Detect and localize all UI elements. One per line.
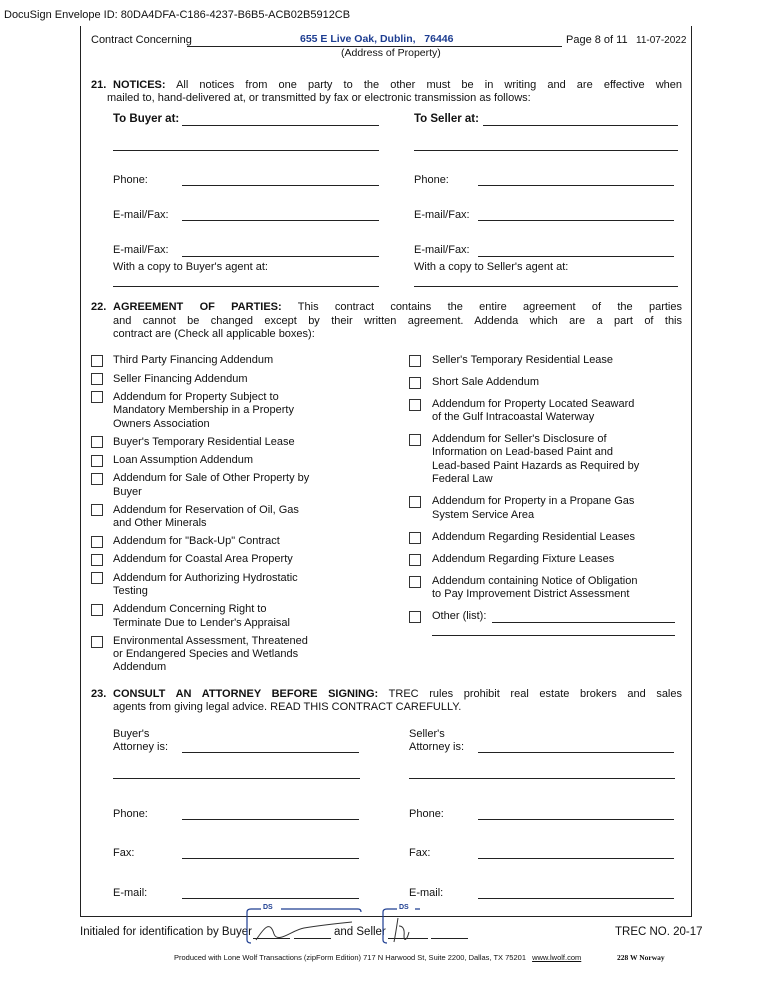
checkbox-seaward-intracoastal[interactable] [409,399,421,411]
addendum-label: or Endangered Species and Wetlands [113,648,299,660]
attorney-number: 23. [91,688,107,700]
buyer-attorney-phone-field[interactable] [182,819,359,820]
addendum-label: Terminate Due to Lender's Appraisal [113,617,290,629]
address-caption: (Address of Property) [341,47,441,59]
buyer-attorney-email-field[interactable] [182,898,359,899]
addendum-label: Addendum Regarding Residential Leases [432,531,636,543]
addendum-label: Addendum for Property Subject to [113,391,279,403]
addendum-label: Short Sale Addendum [432,376,540,388]
seller-attorney-email-label: E-mail: [409,887,444,899]
addendum-label: Owners Association [113,418,210,430]
checkbox-other[interactable] [409,611,421,623]
page-number: Page 8 of 11 [566,34,628,46]
seller-email-fax-label: E-mail/Fax: [414,209,470,221]
attorney-heading: CONSULT AN ATTORNEY BEFORE SIGNING: [113,688,379,700]
agreement-text2: and cannot be changed except by their written agreement. Addenda which are a part of this [113,315,682,327]
checkbox-environmental-assessment[interactable] [91,636,103,648]
addendum-label: Environmental Assessment, Threatened [113,635,308,647]
buyer-attorney-phone-label: Phone: [113,808,148,820]
seller-initials-signature [380,906,425,946]
seller-agent-copy-label: With a copy to Seller's agent at: [414,261,569,273]
other-list-field[interactable] [492,622,675,623]
ds-label: DS [263,904,273,911]
agreement-number: 22. [91,301,107,313]
addendum-label: Addendum for "Back-Up" Contract [113,535,280,547]
addendum-label: Addendum for Reservation of Oil, Gas [113,504,299,516]
seller-initials-stamp[interactable] [380,906,425,946]
buyer-email-fax-label-2: E-mail/Fax: [113,244,169,256]
buyer-attorney-email-label: E-mail: [113,887,148,899]
buyer-initials-stamp[interactable] [244,906,364,946]
buyer-email-fax-field-2[interactable] [182,256,379,257]
seller-attorney-email-field[interactable] [478,898,674,899]
buyer-phone-label: Phone: [113,174,148,186]
addendum-label: Addendum Regarding Fixture Leases [432,553,615,565]
buyer-initials-signature [244,906,364,946]
checkbox-residential-leases[interactable] [409,532,421,544]
addendum-label: Addendum Concerning Right to [113,603,267,615]
to-seller-label: To Seller at: [414,113,479,125]
form-name: 228 W Norway [617,953,665,962]
buyer-phone-field[interactable] [182,185,379,186]
checkbox-third-party-financing[interactable] [91,355,103,367]
seller-phone-label: Phone: [414,174,449,186]
checkbox-loan-assumption[interactable] [91,455,103,467]
checkbox-back-up-contract[interactable] [91,536,103,548]
notices-number: 21. [91,79,107,91]
buyer-agent-copy-field[interactable] [113,286,379,287]
envelope-id: DocuSign Envelope ID: 80DA4DFA-C186-4237-B6B5-ACB02B5912CB [4,9,351,21]
seller-attorney-label: Attorney is: [409,741,465,753]
checkbox-lead-based-paint[interactable] [409,434,421,446]
checkbox-lender-appraisal[interactable] [91,604,103,616]
addendum-label: Addendum for Seller's Disclosure of [432,433,607,445]
checkbox-reservation-oil-gas[interactable] [91,504,103,516]
addendum-label: Federal Law [432,473,493,485]
checkbox-seller-temporary-lease[interactable] [409,355,421,367]
seller-attorney-fax-label: Fax: [409,847,431,859]
seller-email-fax-field[interactable] [478,220,674,221]
produced-line [174,953,581,962]
checkbox-property-owners-association[interactable] [91,391,103,403]
left-border [80,26,81,916]
to-buyer-label: To Buyer at: [113,113,180,125]
initialed-label: Initialed for identification by Buyer [80,926,252,938]
checkbox-propane-gas[interactable] [409,496,421,508]
addendum-label: Lead-based Paint Hazards as Required by [432,460,640,472]
seller-email-fax-field-2[interactable] [478,256,674,257]
buyer-email-fax-field[interactable] [182,220,379,221]
seller-attorney-phone-label: Phone: [409,808,444,820]
addendum-label: and Other Minerals [113,517,207,529]
addendum-label: Addendum for Coastal Area Property [113,553,293,565]
addendum-label: Loan Assumption Addendum [113,454,254,466]
buyer-attorney-label: Attorney is: [113,741,169,753]
ds-label: DS [399,904,409,911]
seller-address-line2[interactable] [414,150,678,151]
attorney-line1 [113,688,682,700]
seller-attorney-field[interactable] [478,752,674,753]
addendum-label: Addendum [113,661,167,673]
addendum-label: Information on Lead-based Paint and [432,446,614,458]
addendum-label: Addendum for Property in a Propane Gas [432,495,635,507]
seller-phone-field[interactable] [478,185,674,186]
seller-initial-line-2[interactable] [431,938,468,939]
buyer-address-line1[interactable] [182,125,379,126]
seller-attorney-field-2[interactable] [409,778,675,779]
agreement-text1: This contract contains the entire agreement of the parties [297,301,682,313]
notices-line1 [113,79,682,91]
and-seller-label: and Seller [334,926,386,938]
attorney-text1: TREC rules prohibit real estate brokers and sales [388,688,682,700]
addendum-label: Addendum for Property Located Seaward [432,398,635,410]
right-border [691,26,692,916]
checkbox-coastal-area[interactable] [91,554,103,566]
agreement-line1 [113,301,682,313]
notices-text2: mailed to, hand-delivered at, or transmitted by fax or electronic transmission as follows: [107,92,531,104]
property-address: 655 E Live Oak, Dublin, 76446 [300,33,454,45]
trec-number: TREC NO. 20-17 [615,926,703,938]
addendum-label: Testing [113,585,148,597]
buyers-label: Buyer's [113,728,150,740]
checkbox-short-sale[interactable] [409,377,421,389]
buyer-attorney-fax-field[interactable] [182,858,359,859]
buyer-attorney-field-2[interactable] [113,778,360,779]
buyer-address-line2[interactable] [113,150,379,151]
buyer-attorney-field[interactable] [182,752,359,753]
addendum-label: Buyer's Temporary Residential Lease [113,436,295,448]
addendum-label: to Pay Improvement District Assessment [432,588,630,600]
addendum-label: System Service Area [432,509,535,521]
contract-label: Contract Concerning [91,34,192,46]
addendum-label: Buyer [113,486,142,498]
lwolf-link[interactable]: www.lwolf.com [532,953,582,962]
addendum-label: Seller Financing Addendum [113,373,248,385]
buyer-email-fax-label: E-mail/Fax: [113,209,169,221]
other-list-label: Other (list): [432,610,487,622]
other-list-field-2[interactable] [432,635,675,636]
seller-attorney-fax-field[interactable] [478,858,674,859]
addendum-label: Seller's Temporary Residential Lease [432,354,614,366]
addendum-label: Addendum for Authorizing Hydrostatic [113,572,298,584]
buyer-agent-copy-label: With a copy to Buyer's agent at: [113,261,268,273]
buyer-attorney-fax-label: Fax: [113,847,135,859]
seller-attorney-phone-field[interactable] [478,819,674,820]
attorney-text2: agents from giving legal advice. READ THIS CONTRACT CAREFULLY. [113,701,462,713]
form-date: 11-07-2022 [636,35,687,46]
agreement-heading: AGREEMENT OF PARTIES: [113,301,282,313]
seller-address-line1[interactable] [483,125,678,126]
produced-text: Produced with Lone Wolf Transactions (zipForm Edition) 717 N Harwood St, Suite 2200, Dallas, TX 75201 [174,953,526,962]
checkbox-buyer-temporary-lease[interactable] [91,436,103,448]
addendum-label: Mandatory Membership in a Property [113,404,294,416]
checkbox-sale-of-other-property[interactable] [91,473,103,485]
checkbox-fixture-leases[interactable] [409,554,421,566]
addendum-label: Addendum containing Notice of Obligation [432,575,638,587]
addendum-label: Third Party Financing Addendum [113,354,274,366]
seller-agent-copy-field[interactable] [414,286,678,287]
seller-email-fax-label-2: E-mail/Fax: [414,244,470,256]
checkbox-hydrostatic-testing[interactable] [91,572,103,584]
sellers-label: Seller's [409,728,445,740]
checkbox-improvement-district[interactable] [409,576,421,588]
notices-text1: All notices from one party to the other must be in writing and are effective when [176,79,683,91]
checkbox-seller-financing[interactable] [91,373,103,385]
agreement-text3: contract are (Check all applicable boxes): [113,328,315,340]
addendum-label: of the Gulf Intracoastal Waterway [432,411,595,423]
notices-heading: NOTICES: [113,79,166,91]
addendum-label: Addendum for Sale of Other Property by [113,472,310,484]
